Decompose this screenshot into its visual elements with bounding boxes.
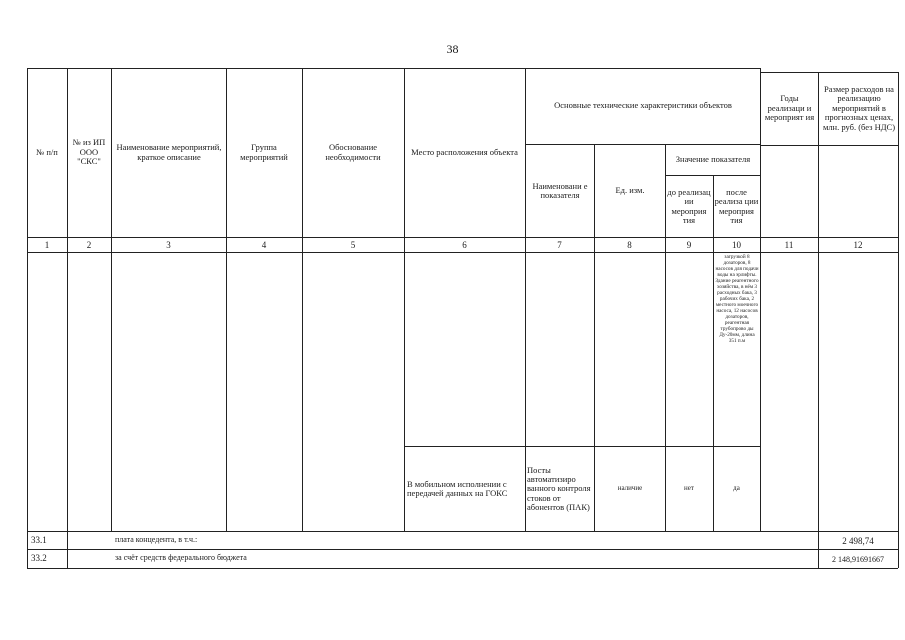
post-after: да [733, 484, 740, 493]
post-indicator: Посты автоматизиро ванного контроля стоков от абонентов (ПАК) [527, 464, 591, 513]
col-number-7: 7 [557, 240, 562, 250]
row-33-2-label: за счёт средств федерального бюджета [115, 553, 247, 562]
col-number-9: 9 [686, 240, 692, 250]
row-33-1-label: плата концедента, в т.ч.: [115, 535, 198, 544]
header-unit: Ед. изм. [615, 185, 645, 196]
col-number-6: 6 [462, 240, 467, 250]
page-number: 38 [446, 42, 459, 56]
col-number-12: 12 [853, 240, 863, 250]
post-unit: наличие [617, 484, 643, 493]
col-number-1: 1 [44, 240, 50, 250]
header-cost: Размер расходов на реализацию мероприятий в прогнозных ценах, млн. руб. (без НДС) [822, 84, 896, 132]
header-row-number: № п/п [36, 146, 58, 157]
header-tech-characteristics: Основные технические характеристики объектов [554, 100, 732, 111]
col-number-10: 10 [732, 240, 741, 250]
col-number-4: 4 [261, 240, 267, 250]
post-location: В мобильном исполнении с передачей данных на ГОКС [407, 478, 508, 498]
header-years: Годы реализаци и мероприят ия [764, 93, 815, 123]
header-measure-name: Наименование мероприятий, краткое описание [116, 142, 222, 162]
row-33-1-amount: 2 498,74 [842, 536, 874, 546]
post-before: нет [684, 484, 694, 493]
col-number-2: 2 [86, 240, 92, 250]
header-value-group: Значение показателя [675, 154, 751, 165]
header-after: после реализа ции мероприя тия [714, 186, 759, 225]
col-number-5: 5 [350, 240, 356, 250]
row-33-2-number: 33.2 [31, 553, 47, 563]
header-indicator-name: Наименовани е показателя [532, 180, 588, 200]
col-number-11: 11 [784, 240, 794, 250]
continued-description: загрузкой 8 дозаторов, 8 насосов для подачи воды на эрлифты. Здание реагентного хозяйства, в нём 3 расходных бака, 3 рабочих бака, 2 местного моечного насоса, 12 насосов дозаторов, реагентная трубопрово ды Ду-20мм, длина 351 п.м [715, 254, 759, 344]
header-ip-number: № из ИП ООО "СКС" [72, 137, 106, 167]
header-justification: Обоснование необходимости [325, 142, 381, 162]
col-number-3: 3 [166, 240, 171, 250]
row-33-2-amount: 2 148,91691667 [832, 555, 884, 564]
header-measure-group: Группа мероприятий [240, 142, 288, 162]
row-33-1-number: 33.1 [31, 535, 47, 545]
header-location: Место расположения объекта [411, 146, 518, 157]
header-before: до реализац ии мероприя тия [667, 186, 711, 225]
col-number-8: 8 [627, 240, 632, 250]
